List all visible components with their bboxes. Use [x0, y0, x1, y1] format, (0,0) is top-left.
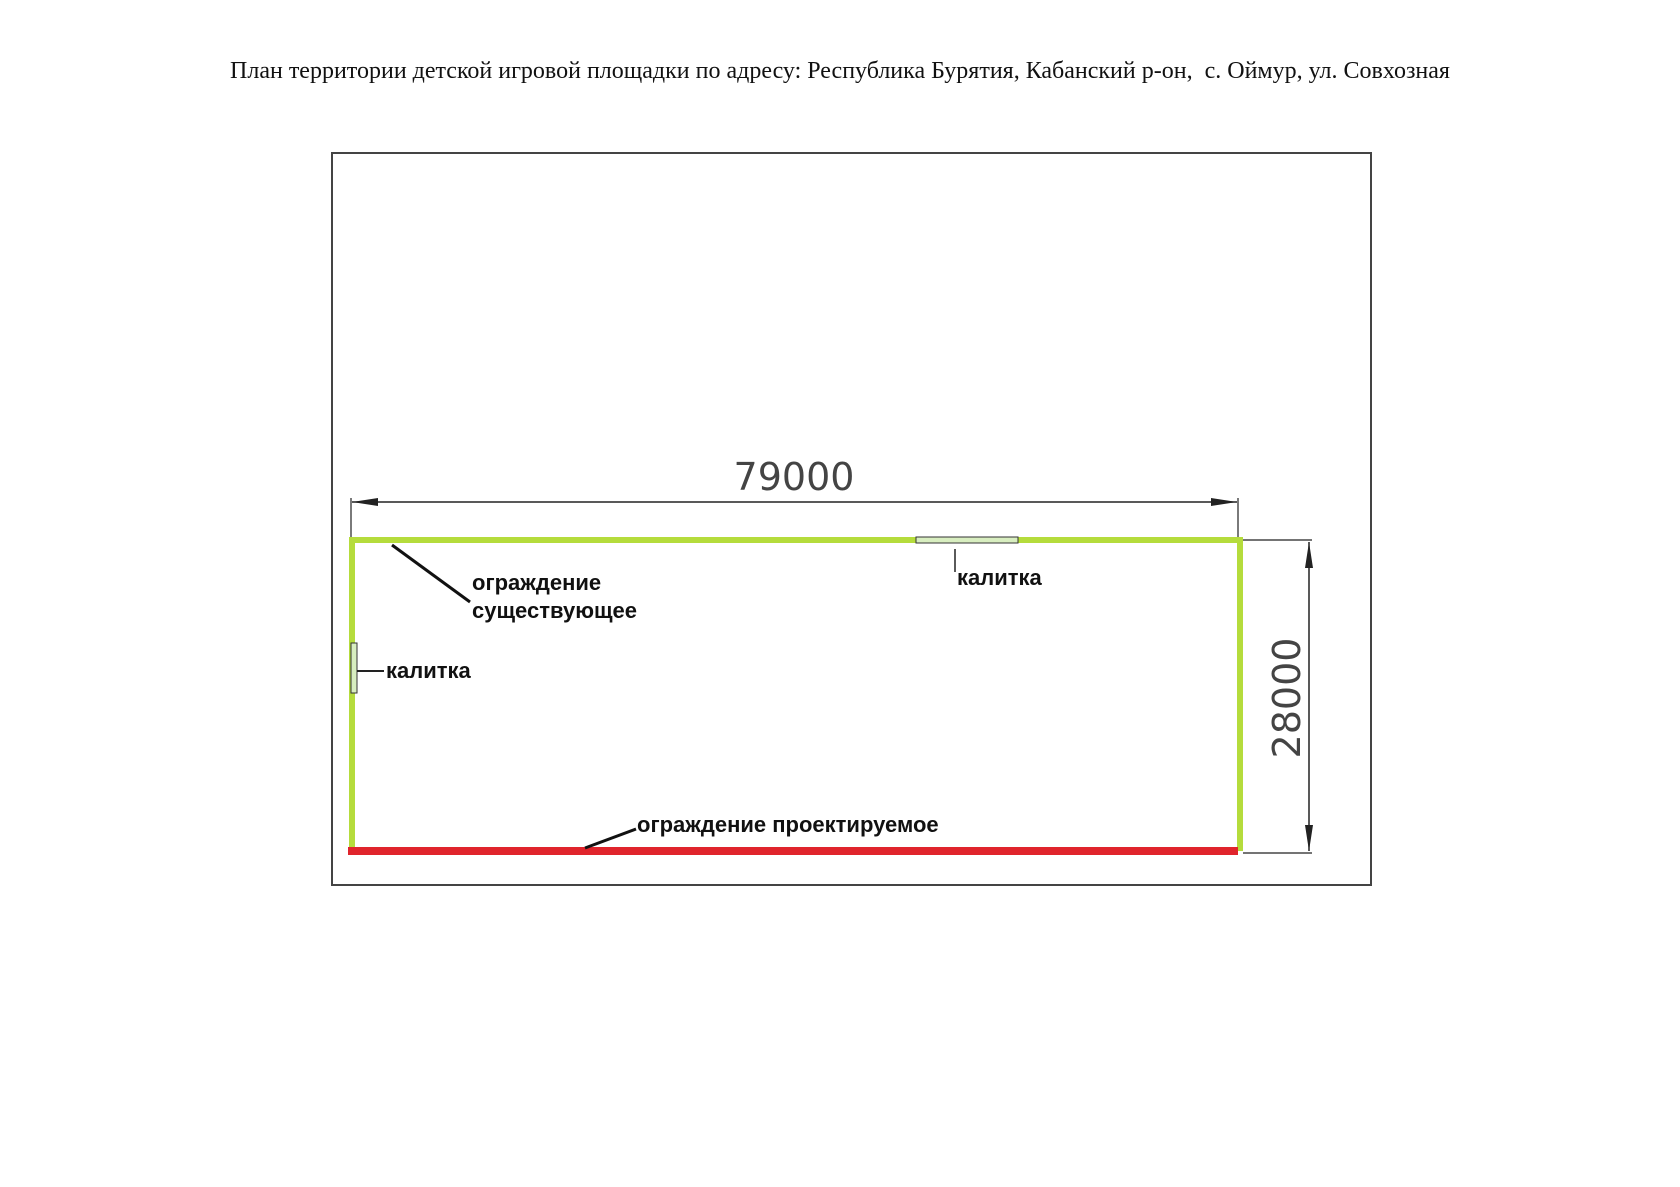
gate-top-marker: [916, 537, 1018, 543]
projected-fence-label: ограждение проектируемое: [637, 812, 939, 837]
dimension-height-label: 28000: [1265, 637, 1309, 759]
projected-fence-leader: [585, 829, 636, 848]
page-title: План территории детской игровой площадки по адресу: Республика Бурятия, Кабанский р-он, с. Оймур, ул. Совхозная: [230, 58, 1450, 84]
dimension-width-label: 79000: [733, 455, 855, 499]
existing-fence-label-line1: ограждение: [472, 570, 602, 595]
drawing-frame: [332, 153, 1371, 885]
gate-top-label: калитка: [957, 565, 1042, 590]
existing-fence-leader: [392, 545, 470, 602]
existing-fence-label-line2: существующее: [472, 598, 638, 623]
gate-left-label: калитка: [386, 658, 471, 683]
dimension-width: [351, 498, 1238, 537]
gate-left-marker: [351, 643, 357, 693]
